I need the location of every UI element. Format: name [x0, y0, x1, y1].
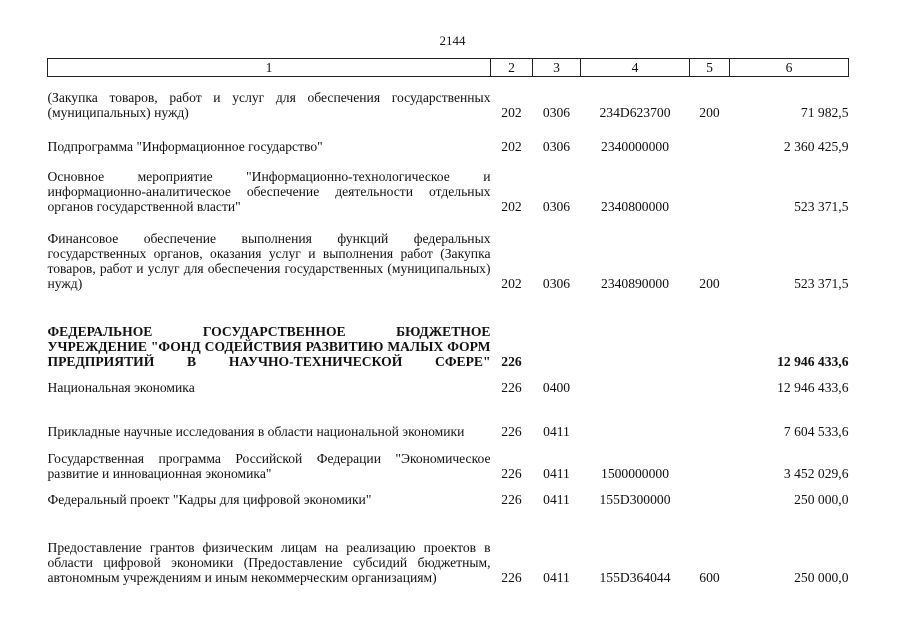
row-ministry-code: 202 — [501, 275, 522, 291]
row-amount: 7 604 533,6 — [783, 423, 849, 439]
row-target-article: 155D300000 — [599, 491, 671, 507]
row-amount: 3 452 029,6 — [783, 465, 849, 481]
row-amount: 250 000,0 — [794, 569, 849, 585]
row-target-article: 234D623700 — [599, 104, 671, 120]
table-row — [48, 154, 849, 214]
row-ministry-code: 202 — [501, 104, 522, 120]
row-ministry-code: 226 — [501, 379, 522, 395]
row-ministry-code: 226 — [501, 353, 522, 369]
row-description: Основное мероприятие "Информационно-технологическое и информационно-аналитическое обеспечение деятельности отдельных органов государственной власти" — [47, 168, 491, 214]
row-expense-type: 600 — [699, 569, 720, 585]
table-row — [48, 77, 849, 120]
row-section-code: 0411 — [543, 491, 570, 507]
column-header-2: 2 — [491, 59, 533, 77]
row-expense-type — [690, 120, 730, 154]
row-section-code — [533, 291, 581, 369]
row-section-code: 0306 — [542, 104, 571, 120]
row-ministry-code: 226 — [501, 465, 522, 481]
row-target-article — [581, 369, 690, 395]
row-section-code: 0411 — [543, 569, 570, 585]
row-target-article: 2340000000 — [601, 138, 669, 154]
table-row — [48, 439, 849, 481]
row-amount: 2 360 425,9 — [783, 138, 849, 154]
row-amount: 523 371,5 — [794, 275, 849, 291]
table-row — [48, 120, 849, 154]
row-expense-type — [690, 481, 730, 507]
row-target-article — [581, 395, 690, 439]
row-expense-type — [690, 154, 730, 214]
row-section-code: 0400 — [542, 379, 571, 395]
row-description: Финансовое обеспечение выполнения функций федеральных государственных органов, оказания услуг и выполнения работ (Закупка товаров, работ и услуг для обеспечения государственных (муниципальных) нужд) — [47, 230, 491, 291]
row-target-article: 155D364044 — [599, 569, 671, 585]
row-ministry-code: 226 — [501, 423, 522, 439]
table-row — [48, 395, 849, 439]
row-section-code: 0411 — [543, 423, 570, 439]
column-header-1: 1 — [48, 59, 491, 77]
row-amount: 250 000,0 — [794, 491, 849, 507]
row-description: Предоставление грантов физическим лицам на реализацию проектов в области цифровой экономики (Предоставление субсидий бюджетным, автономным учреждениям и иным некоммерческим организациям) — [47, 539, 491, 585]
row-description: Государственная программа Российской Федерации "Экономическое развитие и инновационная экономика" — [47, 450, 491, 481]
column-number-row — [48, 59, 849, 77]
page-number: 2144 — [439, 33, 466, 48]
row-expense-type — [690, 395, 730, 439]
column-header-4: 4 — [581, 59, 690, 77]
row-target-article: 2340800000 — [601, 198, 669, 214]
row-description: Федеральный проект "Кадры для цифровой экономики" — [47, 491, 372, 507]
table-row — [48, 507, 849, 585]
row-ministry-code: 226 — [501, 569, 522, 585]
table-row — [48, 369, 849, 395]
row-target-article: 1500000000 — [601, 465, 669, 481]
row-expense-type — [690, 439, 730, 481]
budget-table — [47, 58, 849, 585]
row-expense-type — [690, 369, 730, 395]
column-header-6: 6 — [730, 59, 849, 77]
row-description: Национальная экономика — [47, 379, 195, 395]
row-section-code: 0306 — [542, 275, 571, 291]
table-row — [48, 214, 849, 291]
row-expense-type — [690, 291, 730, 369]
row-ministry-code: 202 — [501, 138, 522, 154]
row-section-code: 0411 — [543, 465, 570, 481]
table-row — [48, 481, 849, 507]
row-ministry-code: 226 — [501, 491, 522, 507]
row-description: Подпрограмма "Информационное государство" — [47, 138, 323, 154]
row-description: Прикладные научные исследования в области национальной экономики — [47, 423, 465, 439]
column-header-5: 5 — [690, 59, 730, 77]
row-amount: 523 371,5 — [794, 198, 849, 214]
row-amount: 12 946 433,6 — [777, 353, 849, 369]
row-section-code: 0306 — [542, 138, 571, 154]
row-amount: 12 946 433,6 — [777, 379, 849, 395]
row-ministry-code: 202 — [501, 198, 522, 214]
row-expense-type: 200 — [699, 275, 720, 291]
row-target-article: 2340890000 — [601, 275, 669, 291]
column-header-3: 3 — [533, 59, 581, 77]
row-description: (Закупка товаров, работ и услуг для обеспечения государственных (муниципальных) нужд) — [47, 89, 491, 120]
row-description: ФЕДЕРАЛЬНОЕ ГОСУДАРСТВЕННОЕ БЮДЖЕТНОЕ УЧРЕЖДЕНИЕ "ФОНД СОДЕЙСТВИЯ РАЗВИТИЮ МАЛЫХ ФОРМ ПРЕДПРИЯТИЙ В НАУЧНО-ТЕХНИЧЕСКОЙ СФЕРЕ" — [47, 323, 491, 369]
row-target-article — [581, 291, 690, 369]
table-row-institution — [48, 291, 849, 369]
row-expense-type: 200 — [699, 104, 720, 120]
row-section-code: 0306 — [542, 198, 571, 214]
row-amount: 71 982,5 — [800, 104, 849, 120]
